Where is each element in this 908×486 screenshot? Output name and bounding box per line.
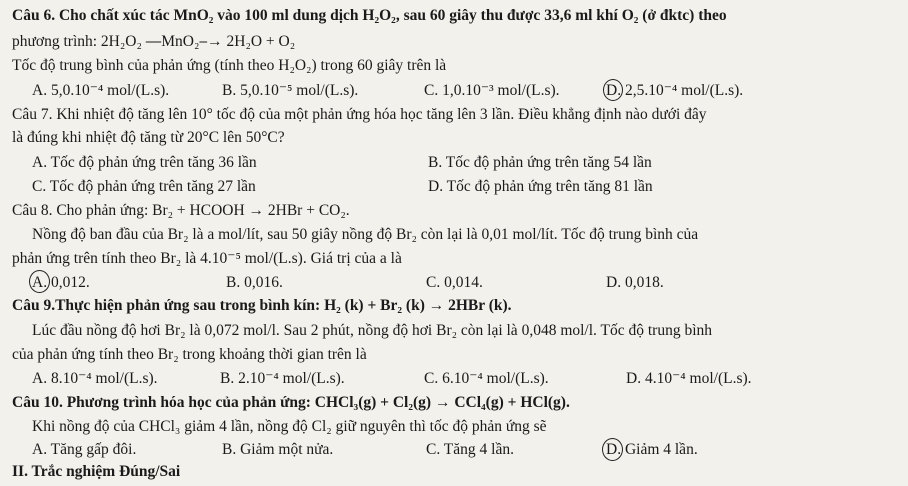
q6-stem-line1: Câu 6. Cho chất xúc tác MnO₂ vào 100 ml dung dịch H₂O₂, sau 60 giây thu được 33,6 ml khí O₂ (ở đktc) theo bbox=[12, 6, 727, 24]
q6-option-d[interactable]: D. 2,5.10⁻⁴ mol/(L.s). bbox=[606, 81, 744, 99]
q6-stem-line3: Tốc độ trung bình của phản ứng (tính theo H₂O₂) trong 60 giây trên là bbox=[12, 56, 447, 74]
q10-option-b[interactable]: B. Giảm một nửa. bbox=[222, 441, 334, 458]
q8-option-c[interactable]: C. 0,014. bbox=[426, 274, 483, 292]
q9-stem-line2: Lúc đầu nồng độ hơi Br₂ là 0,072 mol/l. Sau 2 phút, nồng độ hơi Br₂ còn lại là 0,048 mol/l. Tốc độ trung bình bbox=[32, 321, 713, 339]
q10-stem-line2: Khi nồng độ của CHCl₃ giảm 4 lần, nồng độ Cl₂ giữ nguyên thì tốc độ phản ứng sẽ bbox=[32, 418, 547, 436]
q8-stem-line1: Câu 8. Cho phản ứng: Br₂ + HCOOH → 2HBr + CO₂. bbox=[12, 201, 350, 219]
q8-stem-line3: phản ứng trên tính theo Br₂ là 4.10⁻⁵ mol/(L.s). Giá trị của a là bbox=[12, 250, 402, 268]
q8-option-d[interactable]: D. 0,018. bbox=[606, 274, 664, 292]
q6-option-a[interactable]: A. 5,0.10⁻⁴ mol/(L.s). bbox=[32, 81, 170, 99]
q7-option-d[interactable]: D. Tốc độ phản ứng trên tăng 81 lần bbox=[428, 177, 653, 195]
q8-stem-line2: Nồng độ ban đầu của Br₂ là a mol/lít, sau 50 giây nồng độ Br₂ còn lại là 0,01 mol/lít. Tốc độ trung bình của bbox=[32, 225, 699, 243]
q9-option-c[interactable]: C. 6.10⁻⁴ mol/(L.s). bbox=[424, 370, 549, 388]
q6-stem-line2: phương trình: 2H₂O₂ ⎯⎯MnO₂⎯→ 2H₂O + O₂ bbox=[12, 33, 296, 51]
q10-option-a[interactable]: A. Tăng gấp đôi. bbox=[32, 441, 137, 458]
q9-stem-line3: của phản ứng tính theo Br₂ trong khoảng thời gian trên là bbox=[12, 345, 367, 363]
q9-stem-line1: Câu 9.Thực hiện phản ứng sau trong bình kín: H₂ (k) + Br₂ (k) → 2HBr (k). bbox=[12, 297, 512, 315]
q6-answer-circle-mark bbox=[603, 79, 623, 101]
q10-option-c[interactable]: C. Tăng 4 lần. bbox=[426, 441, 514, 458]
q9-option-a[interactable]: A. 8.10⁻⁴ mol/(L.s). bbox=[32, 370, 158, 388]
q8-option-b[interactable]: B. 0,016. bbox=[226, 274, 283, 292]
q6-option-c[interactable]: C. 1,0.10⁻³ mol/(L.s). bbox=[424, 81, 560, 99]
q7-stem-line2: là đúng khi nhiệt độ tăng từ 20°C lên 50°C? bbox=[12, 129, 285, 147]
q8-option-a[interactable]: A. 0,012. bbox=[32, 274, 90, 292]
q10-stem-line1: Câu 10. Phương trình hóa học của phản ứng: CHCl₃(g) + Cl₂(g) → CCl₄(g) + HCl(g). bbox=[12, 394, 570, 412]
q7-option-a[interactable]: A. Tốc độ phản ứng trên tăng 36 lần bbox=[32, 154, 257, 172]
q6-option-b[interactable]: B. 5,0.10⁻⁵ mol/(L.s). bbox=[222, 81, 359, 99]
q7-option-b[interactable]: B. Tốc độ phản ứng trên tăng 54 lần bbox=[428, 154, 652, 172]
q7-option-c[interactable]: C. Tốc độ phản ứng trên tăng 27 lần bbox=[32, 177, 256, 195]
q9-option-b[interactable]: B. 2.10⁻⁴ mol/(L.s). bbox=[220, 370, 345, 388]
section-footer-heading: II. Trắc nghiệm Đúng/Sai bbox=[12, 463, 181, 480]
q7-stem-line1: Câu 7. Khi nhiệt độ tăng lên 10° tốc độ của một phản ứng hóa học tăng lên 3 lần. Điều khẳng định nào dưới đây bbox=[12, 105, 707, 123]
q10-option-d[interactable]: D. Giảm 4 lần. bbox=[606, 441, 698, 458]
q9-option-d[interactable]: D. 4.10⁻⁴ mol/(L.s). bbox=[626, 370, 752, 388]
